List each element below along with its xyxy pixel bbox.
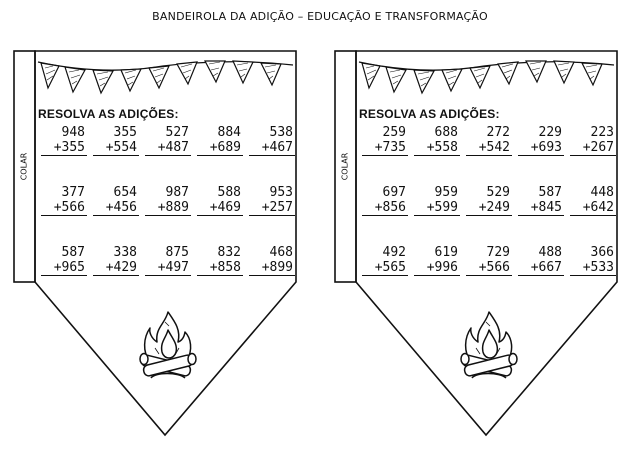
addend-bottom: +889 [145, 200, 191, 216]
addend-top: 654 [113, 185, 137, 200]
addend-bottom: +566 [466, 260, 512, 276]
addend-bottom: +689 [197, 140, 243, 156]
addend-top: 619 [434, 245, 458, 260]
addend-top: 377 [61, 185, 85, 200]
addend-bottom: +456 [93, 200, 139, 216]
addend-bottom: +542 [466, 140, 512, 156]
addition-problem [145, 245, 191, 276]
addend-top: 884 [217, 125, 241, 140]
addend-top: 697 [382, 185, 406, 200]
addition-problem [570, 245, 616, 276]
addend-bottom: +533 [570, 260, 616, 276]
addition-problem [249, 245, 295, 276]
addend-bottom: +469 [197, 200, 243, 216]
addition-problem [518, 185, 564, 216]
addition-problem [249, 125, 295, 156]
addend-bottom: +257 [249, 200, 295, 216]
addend-top: 468 [269, 245, 293, 260]
addend-bottom: +965 [41, 260, 87, 276]
addend-top: 587 [538, 185, 562, 200]
flag-right [334, 50, 620, 440]
addition-problem [362, 125, 408, 156]
colar-label: COLAR [19, 152, 29, 180]
addend-bottom: +267 [570, 140, 616, 156]
addend-bottom: +249 [466, 200, 512, 216]
addend-top: 366 [590, 245, 614, 260]
addition-problem [570, 125, 616, 156]
instructions-heading: RESOLVA AS ADIÇÕES: [38, 107, 179, 121]
addition-problem [466, 125, 512, 156]
addend-top: 587 [61, 245, 85, 260]
addition-problem [414, 125, 460, 156]
addend-top: 953 [269, 185, 293, 200]
addition-problem [362, 185, 408, 216]
addend-bottom: +667 [518, 260, 564, 276]
addend-bottom: +996 [414, 260, 460, 276]
addend-top: 448 [590, 185, 614, 200]
addend-bottom: +467 [249, 140, 295, 156]
addend-top: 223 [590, 125, 614, 140]
addend-top: 229 [538, 125, 562, 140]
addend-top: 948 [61, 125, 85, 140]
addend-bottom: +554 [93, 140, 139, 156]
colar-label: COLAR [340, 152, 350, 180]
campfire-icon [135, 308, 201, 390]
addend-top: 987 [165, 185, 189, 200]
addend-top: 729 [486, 245, 510, 260]
addend-bottom: +845 [518, 200, 564, 216]
addend-top: 588 [217, 185, 241, 200]
flag-left [13, 50, 299, 440]
addend-top: 832 [217, 245, 241, 260]
addend-bottom: +899 [249, 260, 295, 276]
addend-top: 355 [113, 125, 137, 140]
addend-top: 959 [434, 185, 458, 200]
addition-problem [414, 245, 460, 276]
addend-top: 527 [165, 125, 189, 140]
addend-top: 272 [486, 125, 510, 140]
addend-bottom: +599 [414, 200, 460, 216]
instructions-heading: RESOLVA AS ADIÇÕES: [359, 107, 500, 121]
addend-bottom: +429 [93, 260, 139, 276]
page-title: BANDEIROLA DA ADIÇÃO – EDUCAÇÃO E TRANSFORMAÇÃO [152, 10, 488, 23]
addend-top: 492 [382, 245, 406, 260]
colar-tab [13, 50, 35, 282]
addend-top: 538 [269, 125, 293, 140]
addend-top: 259 [382, 125, 406, 140]
addition-problem [41, 185, 87, 216]
addition-problem [518, 245, 564, 276]
addition-problem [466, 185, 512, 216]
addend-top: 338 [113, 245, 137, 260]
addition-problem [197, 245, 243, 276]
addition-problem [93, 125, 139, 156]
addition-problem [570, 185, 616, 216]
addend-bottom: +642 [570, 200, 616, 216]
addend-bottom: +566 [41, 200, 87, 216]
addition-problem [518, 125, 564, 156]
addition-problem [41, 245, 87, 276]
addend-bottom: +858 [197, 260, 243, 276]
addition-problem [145, 185, 191, 216]
addition-problem [414, 185, 460, 216]
addition-problem [197, 125, 243, 156]
colar-tab [334, 50, 356, 282]
campfire-icon [456, 308, 522, 390]
addend-bottom: +355 [41, 140, 87, 156]
addend-bottom: +735 [362, 140, 408, 156]
addend-top: 488 [538, 245, 562, 260]
addition-problem [145, 125, 191, 156]
addend-top: 875 [165, 245, 189, 260]
addend-top: 529 [486, 185, 510, 200]
addition-problem [41, 125, 87, 156]
addend-bottom: +856 [362, 200, 408, 216]
addend-bottom: +693 [518, 140, 564, 156]
addition-problem [362, 245, 408, 276]
addition-problem [93, 185, 139, 216]
addition-problem [197, 185, 243, 216]
addition-problem [93, 245, 139, 276]
addend-bottom: +565 [362, 260, 408, 276]
addend-bottom: +558 [414, 140, 460, 156]
addend-top: 688 [434, 125, 458, 140]
addend-bottom: +497 [145, 260, 191, 276]
addend-bottom: +487 [145, 140, 191, 156]
addition-problem [466, 245, 512, 276]
addition-problem [249, 185, 295, 216]
